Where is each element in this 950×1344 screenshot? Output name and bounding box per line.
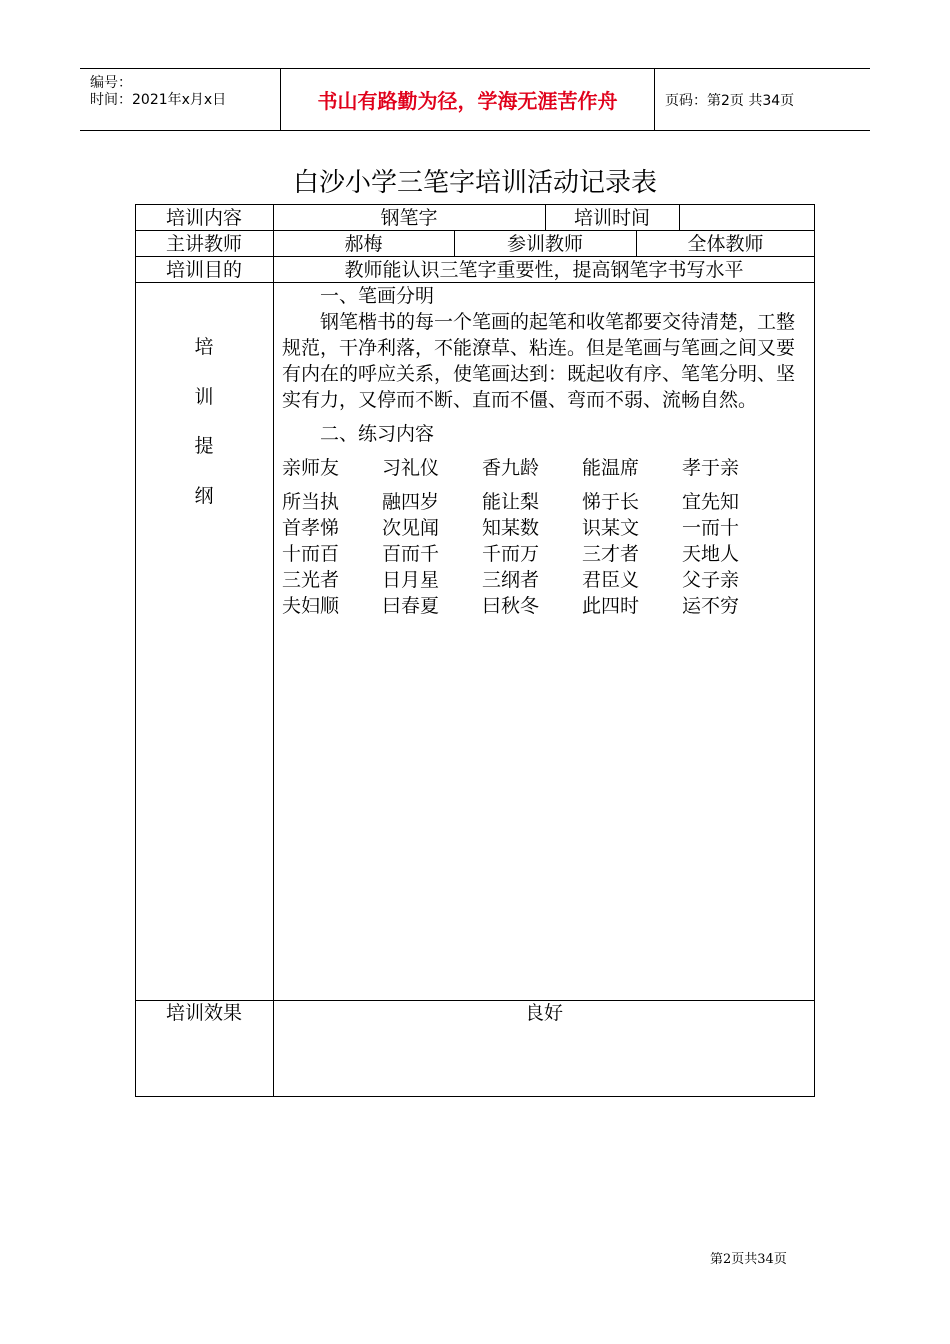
label-training-effect: 培训效果 [165, 1002, 242, 1024]
label-training-time: 培训时间 [573, 207, 650, 229]
label-participants: 参训教师 [506, 233, 583, 255]
practice-grid [282, 489, 808, 619]
practice-phrase: 曰春夏 [382, 595, 440, 617]
practice-row [282, 593, 808, 619]
value-participants: 全体教师 [687, 233, 764, 255]
practice-phrase: 知某数 [482, 517, 540, 539]
practice-phrase: 香九龄 [482, 457, 540, 479]
practice-phrase: 三才者 [582, 543, 640, 565]
label-training-content: 培训内容 [165, 207, 242, 229]
value-training-effect: 良好 [524, 1002, 563, 1024]
label-lead-teacher: 主讲教师 [165, 233, 242, 255]
page-footer: 第2页共34页 [710, 1252, 787, 1267]
practice-phrase: 孝于亲 [682, 457, 740, 479]
practice-row [282, 489, 808, 515]
practice-phrase: 十而百 [282, 543, 340, 565]
outline-label-char: 训 [194, 386, 214, 408]
practice-phrase: 此四时 [582, 595, 640, 617]
practice-phrase: 天地人 [682, 543, 740, 565]
practice-phrase: 君臣义 [582, 569, 640, 591]
section1-heading: 一、笔画分明 [320, 285, 435, 307]
document-title: 白沙小学三笔字培训活动记录表 [292, 168, 657, 198]
practice-phrase: 三纲者 [482, 569, 540, 591]
practice-phrase: 悌于长 [582, 491, 640, 513]
training-outline [282, 283, 808, 619]
header-page-number: 页码：第2页 共34页 [665, 92, 795, 109]
practice-phrase: 宜先知 [682, 491, 740, 513]
practice-phrase: 一而十 [682, 517, 740, 539]
practice-phrase: 三光者 [282, 569, 340, 591]
practice-phrase: 识某文 [582, 517, 640, 539]
section1-text: 钢笔楷书的每一个笔画的起笔和收笔都要交待清楚，工整规范，干净利落，不能潦草、粘连。但是笔画与笔画之间又要有内在的呼应关系，使笔画达到：既起收有序、笔笔分明、坚实有力，又停而不断、直而不僵、弯而不弱、流畅自然。 [282, 311, 796, 411]
practice-phrase: 夫妇顺 [282, 595, 340, 617]
value-training-content: 钢笔字 [380, 207, 438, 229]
value-lead-teacher: 郝梅 [344, 233, 383, 255]
section2-heading: 二、练习内容 [320, 423, 435, 445]
practice-phrase: 日月星 [382, 569, 440, 591]
practice-row [282, 455, 808, 481]
practice-phrase: 运不穷 [682, 595, 740, 617]
label-training-purpose: 培训目的 [165, 259, 242, 281]
header-meta [80, 69, 281, 130]
outline-label-char: 培 [194, 336, 214, 358]
practice-phrase: 曰秋冬 [482, 595, 540, 617]
number-label: 编号： [90, 75, 132, 91]
practice-phrase: 百而千 [382, 543, 440, 565]
practice-row [282, 567, 808, 593]
page-header [80, 68, 870, 131]
practice-phrase: 能让梨 [482, 491, 540, 513]
time-label: 时间：2021年x月x日 [90, 92, 227, 108]
practice-phrase: 首孝悌 [282, 517, 340, 539]
practice-phrase: 能温席 [582, 457, 640, 479]
practice-phrase: 融四岁 [382, 491, 440, 513]
header-motto: 书山有路勤为径，学海无涯苦作舟 [281, 69, 655, 130]
value-training-purpose: 教师能认识三笔字重要性，提高钢笔字书写水平 [344, 259, 744, 281]
practice-phrase: 父子亲 [682, 569, 740, 591]
practice-phrase: 亲师友 [282, 457, 340, 479]
practice-phrase: 所当执 [282, 491, 340, 513]
practice-phrase: 习礼仪 [382, 457, 440, 479]
practice-row [282, 541, 808, 567]
outline-label-char: 纲 [194, 485, 214, 507]
outline-label-char: 提 [194, 435, 214, 457]
practice-phrase: 次见闻 [382, 517, 440, 539]
practice-row [282, 515, 808, 541]
practice-phrase: 千而万 [482, 543, 540, 565]
